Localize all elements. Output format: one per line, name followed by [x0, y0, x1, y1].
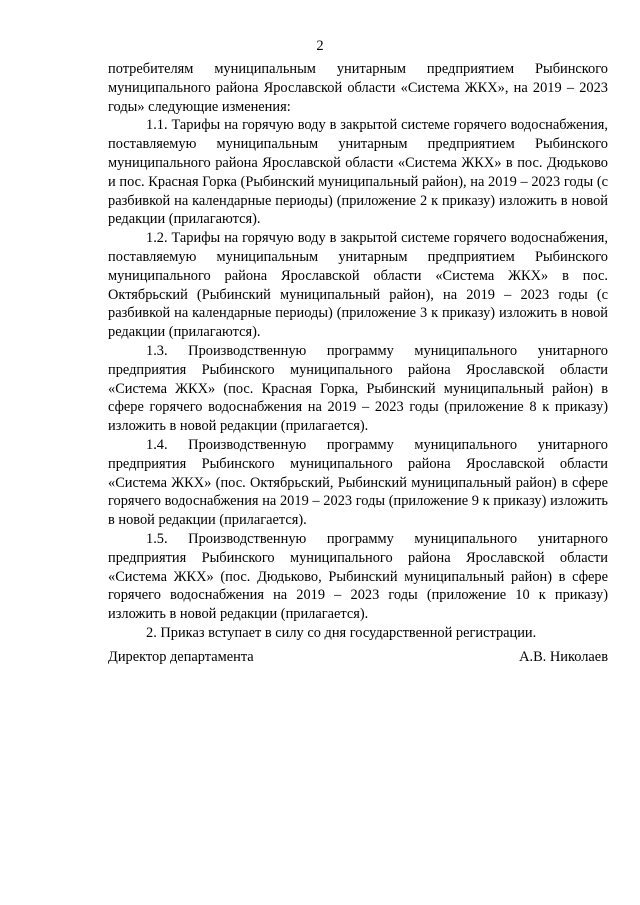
signature-block: [108, 648, 608, 666]
paragraph-1-4: 1.4. Производственную программу муниципального унитарного предприятия Рыбинского муниципального района Ярославской области «Система ЖКХ» (пос. Октябрьский, Рыбинский муниципальный район) в сфере горячего водоснабжения на 2019 – 2023 годы (приложение 9 к приказу) изложить в новой редакции (прилагается).: [108, 436, 608, 529]
document-body: [108, 60, 608, 643]
signatory-position: Директор департамента: [108, 649, 254, 665]
paragraph-1-3: 1.3. Производственную программу муниципального унитарного предприятия Рыбинского муниципального района Ярославской области «Система ЖКХ» (пос. Красная Горка, Рыбинский муниципальный район) в сфере горячего водоснабжения на 2019 – 2023 годы (приложение 8 к приказу) изложить в новой редакции (прилагается).: [108, 342, 608, 435]
paragraph-continuation: потребителям муниципальным унитарным предприятием Рыбинского муниципального района Ярославской области «Система ЖКХ», на 2019 – 2023 годы» следующие изменения:: [108, 61, 608, 115]
paragraph-1-1: 1.1. Тарифы на горячую воду в закрытой системе горячего водоснабжения, поставляемую муниципальным унитарным предприятием Рыбинского муниципального района Ярославской области «Система ЖКХ» в пос. Дюдьково и пос. Красная Горка (Рыбинский муниципальный район), на 2019 – 2023 годы (с разбивкой на календарные периоды) (приложение 2 к приказу) изложить в новой редакции (прилагаются).: [108, 117, 608, 228]
page-number: 2: [316, 38, 324, 54]
paragraph-2: 2. Приказ вступает в силу со дня государственной регистрации.: [146, 624, 537, 641]
signatory-name: А.В. Николаев: [519, 649, 608, 665]
paragraph-1-5: 1.5. Производственную программу муниципального унитарного предприятия Рыбинского муниципального района Ярославской области «Система ЖКХ» (пос. Дюдьково, Рыбинский муниципальный район) в сфере горячего водоснабжения на 2019 – 2023 годы (приложение 10 к приказу) изложить в новой редакции (прилагается).: [108, 530, 608, 623]
paragraph-1-2: 1.2. Тарифы на горячую воду в закрытой системе горячего водоснабжения, поставляемую муниципальным унитарным предприятием Рыбинского муниципального района Ярославской области «Система ЖКХ» в пос. Октябрьский (Рыбинский муниципальный район), на 2019 – 2023 годы (с разбивкой на календарные периоды) (приложение 3 к приказу) изложить в новой редакции (прилагаются).: [108, 230, 608, 341]
